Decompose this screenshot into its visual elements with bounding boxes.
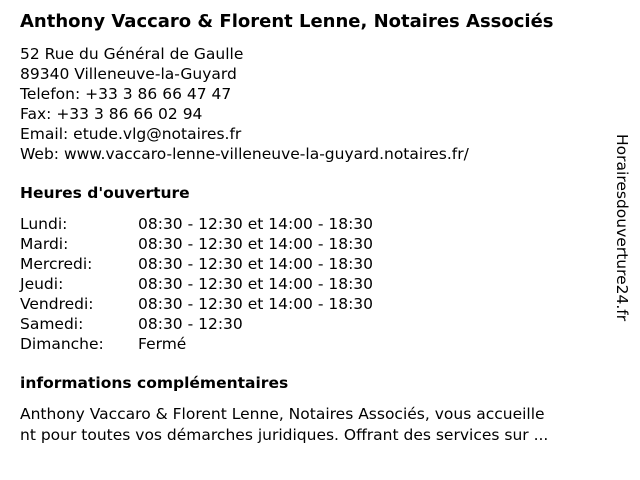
hours-row-tuesday (20, 234, 373, 254)
day-label: Vendredi: (20, 295, 94, 313)
email-address: Email: etude.vlg@notaires.fr (20, 125, 242, 143)
hours-value: 08:30 - 12:30 et 14:00 - 18:30 (138, 215, 374, 233)
hours-value: 08:30 - 12:30 et 14:00 - 18:30 (138, 235, 374, 253)
hours-value: 08:30 - 12:30 et 14:00 - 18:30 (138, 295, 374, 313)
day-label: Jeudi: (20, 275, 64, 293)
hours-row-sunday (20, 334, 373, 354)
address-city: 89340 Villeneuve-la-Guyard (20, 65, 237, 83)
opening-hours-table (20, 214, 373, 354)
day-label: Samedi: (20, 315, 84, 333)
hours-value: 08:30 - 12:30 et 14:00 - 18:30 (138, 275, 374, 293)
day-label: Mardi: (20, 235, 69, 253)
hours-row-monday (20, 214, 373, 234)
hours-heading: Heures d'ouverture (20, 184, 190, 202)
hours-value: Fermé (138, 335, 187, 353)
description-line: Anthony Vaccaro & Florent Lenne, Notaires Associés, vous accueille (20, 405, 545, 423)
website-url: Web: www.vaccaro-lenne-villeneuve-la-guyard.notaires.fr/ (20, 145, 469, 163)
day-label: Mercredi: (20, 255, 93, 273)
page-title: Anthony Vaccaro & Florent Lenne, Notaires Associés (20, 11, 554, 32)
hours-row-thursday (20, 274, 373, 294)
description-text (20, 404, 620, 446)
hours-value: 08:30 - 12:30 (138, 315, 243, 333)
fax-number: Fax: +33 3 86 66 02 94 (20, 105, 203, 123)
address-street: 52 Rue du Général de Gaulle (20, 45, 244, 63)
info-heading: informations complémentaires (20, 374, 289, 392)
hours-row-friday (20, 294, 373, 314)
hours-row-saturday (20, 314, 373, 334)
phone-number: Telefon: +33 3 86 66 47 47 (20, 85, 232, 103)
contact-block (20, 44, 469, 164)
watermark-site-name: Horairesdouverture24.fr (613, 134, 631, 322)
hours-row-wednesday (20, 254, 373, 274)
day-label: Dimanche: (20, 335, 104, 353)
description-line: nt pour toutes vos démarches juridiques. Offrant des services sur ... (20, 426, 549, 444)
hours-value: 08:30 - 12:30 et 14:00 - 18:30 (138, 255, 374, 273)
day-label: Lundi: (20, 215, 68, 233)
